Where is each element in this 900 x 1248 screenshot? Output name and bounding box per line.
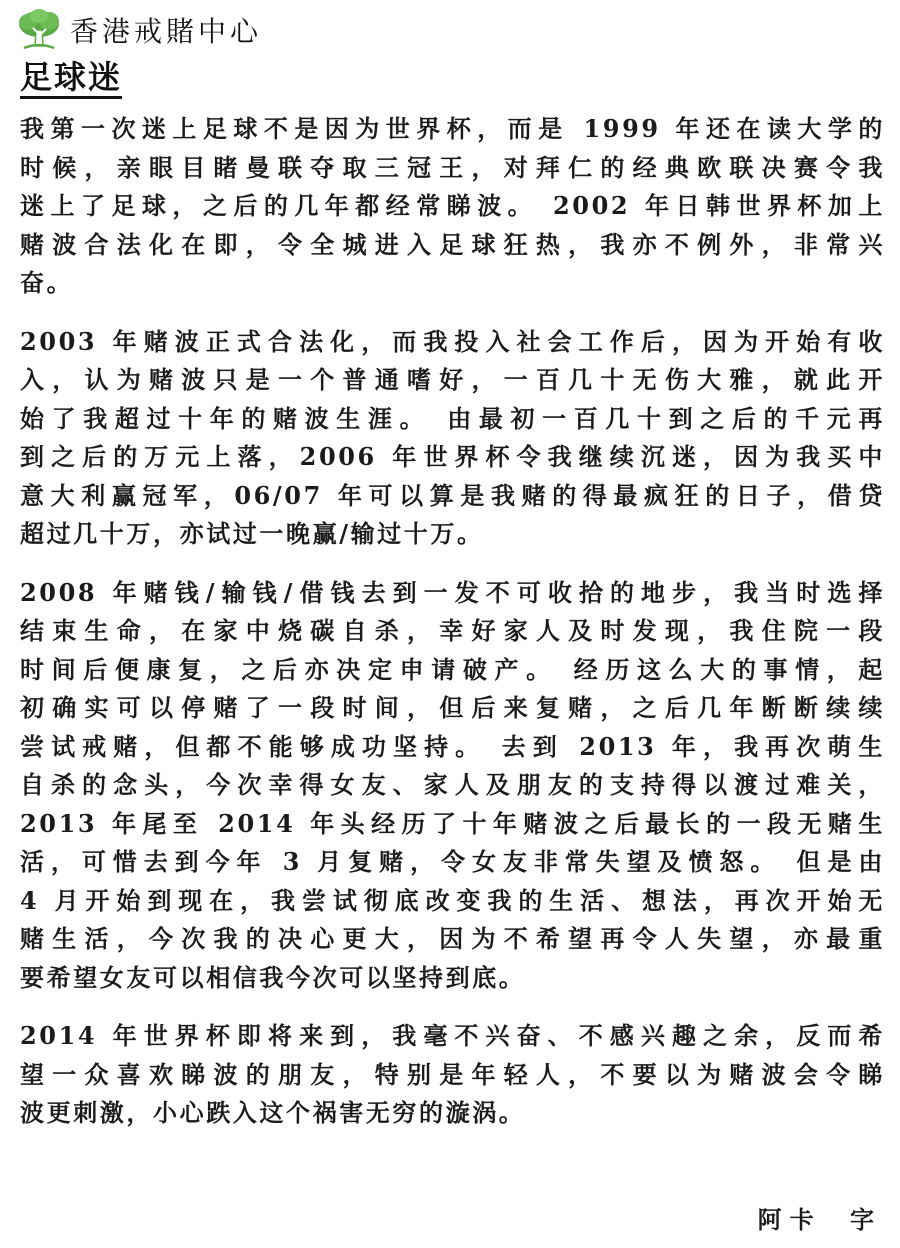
text-line: 我第一次迷上足球不是因为世界杯，而是 1999 年还在读大学的 (20, 114, 885, 143)
text-line: 望一众喜欢睇波的朋友，特别是年轻人，不要以为赌波会令睇 (20, 1059, 885, 1089)
text-line: 始了我超过十年的赌波生涯。 由最初一百几十到之后的千元再 (20, 403, 885, 433)
text-line: 入，认为赌波只是一个普通嗜好，一百几十无伤大雅，就此开 (20, 365, 885, 394)
text-line: 4 月开始到现在，我尝试彻底改变我的生活、想法，再次开始无 (20, 885, 885, 915)
text-line: 到之后的万元上落，2006 年世界杯令我继续沉迷，因为我买中 (20, 442, 885, 471)
header (16, 8, 262, 52)
text-line: 初确实可以停赌了一段时间，但后来复赌，之后几年断断续续 (20, 693, 885, 722)
text-line: 奋。 (20, 268, 74, 297)
text-line: 2003 年赌波正式合法化，而我投入社会工作后，因为开始有收 (20, 326, 885, 356)
text-line: 时间后便康复，之后亦决定申请破产。 经历这么大的事情，起 (20, 654, 885, 684)
text-line: 超过几十万，亦试过一晚赢/输过十万。 (20, 519, 484, 548)
text-line: 2008 年赌钱/输钱/借钱去到一发不可收拾的地步，我当时选择 (20, 577, 885, 607)
text-line: 意大利赢冠军，06/07 年可以算是我赌的得最疯狂的日子，借贷 (20, 480, 885, 510)
text-line: 2014 年世界杯即将来到，我毫不兴奋、不感兴趣之余，反而希 (20, 1021, 885, 1050)
author-signature: 阿卡 字 (757, 1205, 882, 1234)
text-line: 2013 年尾至 2014 年头经历了十年赌波之后最长的一段无赌生 (20, 808, 885, 838)
tree-logo-icon (16, 8, 62, 52)
text-line: 时候，亲眼目睹曼联夺取三冠王，对拜仁的经典欧联决赛令我 (20, 152, 885, 182)
page-title: 足球迷 (20, 58, 122, 99)
article-body (20, 110, 885, 1153)
text-line: 波更刺激，小心跌入这个祸害无穷的漩涡。 (20, 1098, 526, 1127)
text-line: 尝试戒赌，但都不能够成功坚持。 去到 2013 年，我再次萌生 (20, 731, 885, 761)
text-line: 要希望女友可以相信我今次可以坚持到底。 (20, 962, 526, 992)
text-line: 迷上了足球，之后的几年都经常睇波。 2002 年日韩世界杯加上 (20, 191, 885, 220)
text-line: 结束生命，在家中烧碳自杀，幸好家人及时发现，我住院一段 (20, 616, 885, 645)
text-line: 自杀的念头，今次幸得女友、家人及朋友的支持得以渡过难关， (20, 770, 885, 799)
paragraph (20, 323, 885, 554)
paragraph (20, 574, 885, 998)
organization-name: 香港戒賭中心 (70, 15, 263, 48)
paragraph (20, 110, 885, 303)
text-line: 活，可惜去到今年 3 月复赌，令女友非常失望及愤怒。 但是由 (20, 847, 885, 876)
text-line: 赌生活，今次我的决心更大，因为不希望再令人失望，亦最重 (20, 924, 885, 953)
text-line: 赌波合法化在即，令全城进入足球狂热，我亦不例外，非常兴 (20, 229, 885, 259)
paragraph (20, 1017, 885, 1133)
